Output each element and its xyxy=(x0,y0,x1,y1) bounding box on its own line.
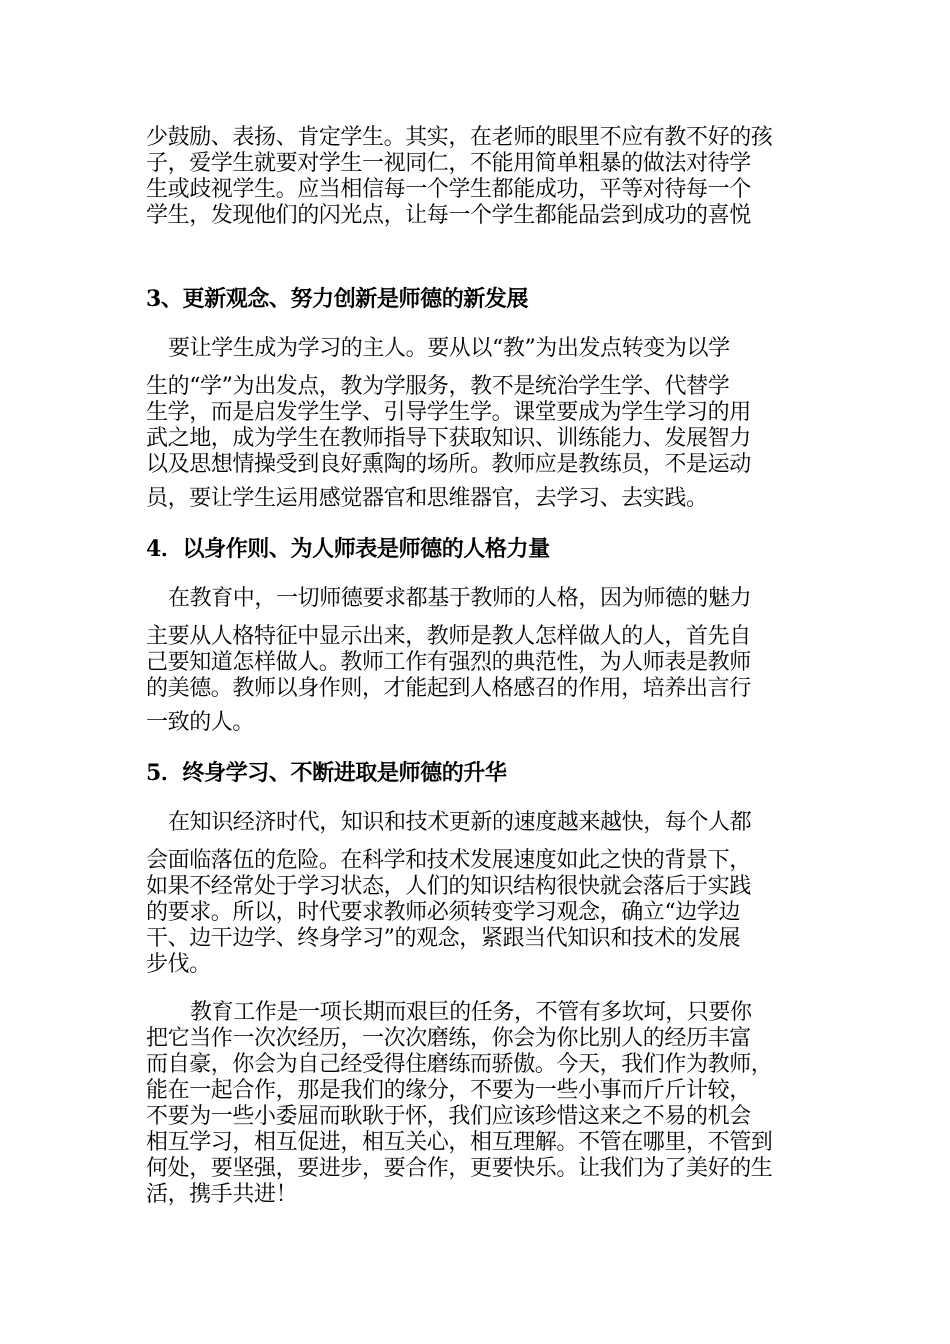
paragraph-line: 少鼓励、表扬、肯定学生。其实，在老师的眼里不应有教不好的孩 xyxy=(146,125,773,150)
section-4-heading: 4．以身作则、为人师表是师德的人格力量 xyxy=(146,536,550,562)
paragraph-line: 子，爱学生就要对学生一视同仁，不能用简单粗暴的做法对待学 xyxy=(146,151,751,176)
paragraph-line: 把它当作一次次经历，一次次磨练，你会为你比别人的经历丰富 xyxy=(146,1026,751,1051)
paragraph-line: 的要求。所以，时代要求教师必须转变学习观念，确立“边学边 xyxy=(146,900,741,925)
paragraph-line: 武之地，成为学生在教师指导下获取知识、训练能力、发展智力 xyxy=(146,426,751,451)
paragraph-line: 如果不经常处于学习状态，人们的知识结构很快就会落后于实践 xyxy=(146,874,751,899)
paragraph-line: 学生，发现他们的闪光点，让每一个学生都能品尝到成功的喜悦 xyxy=(146,203,751,228)
paragraph-line: 一致的人。 xyxy=(146,710,255,735)
paragraph-line: 主要从人格特征中显示出来，教师是教人怎样做人的人，首先自 xyxy=(146,624,751,649)
paragraph-line: 生或歧视学生。应当相信每一个学生都能成功，平等对待每一个 xyxy=(146,177,751,202)
section-5-heading: 5．终身学习、不断进取是师德的升华 xyxy=(146,760,507,786)
paragraph-line: 生学，而是启发学生学、引导学生学。课堂要成为学生学习的用 xyxy=(146,400,751,425)
paragraph-line: 员，要让学生运用感觉器官和思维器官，去学习、去实践。 xyxy=(146,486,708,511)
paragraph-line: 以及思想情操受到良好熏陶的场所。教师应是教练员，不是运动 xyxy=(146,452,751,477)
paragraph-line: 而自豪，你会为自己经受得住磨练而骄傲。今天，我们作为教师， xyxy=(146,1052,773,1077)
paragraph-line: 在教育中，一切师德要求都基于教师的人格，因为师德的魅力 xyxy=(168,586,752,611)
paragraph-line: 干、边干边学、终身学习”的观念，紧跟当代知识和技术的发展 xyxy=(146,926,741,951)
section-3-heading: 3、更新观念、努力创新是师德的新发展 xyxy=(146,286,529,312)
paragraph-line: 的美德。教师以身作则，才能起到人格感召的作用，培养出言行 xyxy=(146,676,751,701)
paragraph-line: 相互学习，相互促进，相互关心，相互理解。不管在哪里，不管到 xyxy=(146,1130,773,1155)
paragraph-line: 不要为一些小委屈而耿耿于怀，我们应该珍惜这来之不易的机会 xyxy=(146,1104,751,1129)
paragraph-line: 会面临落伍的危险。在科学和技术发展速度如此之快的背景下， xyxy=(146,848,751,873)
paragraph-line: 教育工作是一项长期而艰巨的任务，不管有多坎坷，只要你 xyxy=(190,1000,752,1025)
paragraph-line: 在知识经济时代，知识和技术更新的速度越来越快，每个人都 xyxy=(168,810,752,835)
paragraph-line: 步伐。 xyxy=(146,952,211,977)
paragraph-line: 要让学生成为学习的主人。要从以“教”为出发点转变为以学 xyxy=(168,336,730,361)
paragraph-line: 生的“学”为出发点，教为学服务，教不是统治学生学、代替学 xyxy=(146,374,730,399)
paragraph-line: 活，携手共进！ xyxy=(146,1182,298,1207)
paragraph-line: 能在一起合作，那是我们的缘分，不要为一些小事而斤斤计较， xyxy=(146,1078,751,1103)
paragraph-line: 何处，要坚强，要进步，要合作，更要快乐。让我们为了美好的生 xyxy=(146,1156,773,1181)
paragraph-line: 己要知道怎样做人。教师工作有强烈的典范性，为人师表是教师 xyxy=(146,650,751,675)
